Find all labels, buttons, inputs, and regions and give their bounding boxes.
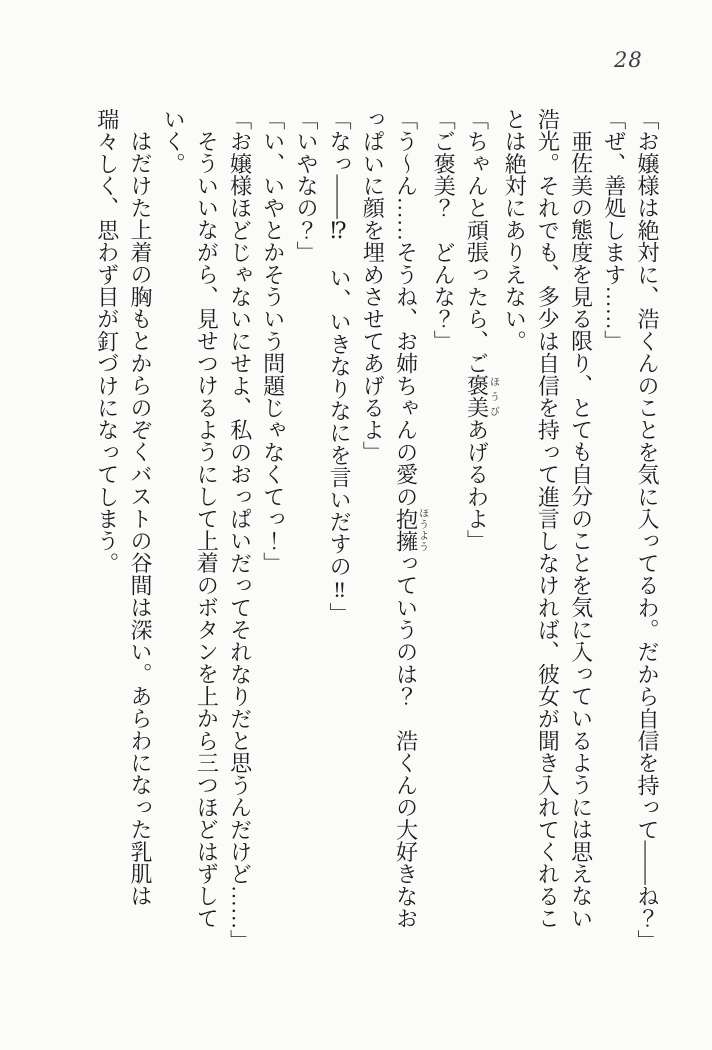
ruby-annotated-word: 褒美ほうび bbox=[464, 374, 499, 419]
paragraph-dialogue: 「お嬢様ほどじゃないにせよ、私のおっぱいだってそれなりだと思うんだけど……」 bbox=[227, 108, 253, 952]
paragraph-dialogue: 「ご褒美？ どんな？」 bbox=[431, 108, 457, 353]
paragraph-dialogue: 「ぜ、善処します……」 bbox=[601, 108, 627, 353]
novel-text-block bbox=[94, 108, 664, 952]
paragraph-narration: はだけた上着の胸もとからのぞくバストの谷間は深い。あらわになった乳肌は瑞々しく、思わず目が釘づけになってしまう。 bbox=[94, 108, 153, 907]
furigana: ほうよう bbox=[416, 507, 428, 553]
furigana: ほうび bbox=[487, 374, 499, 419]
page-number: 28 bbox=[614, 48, 643, 72]
paragraph-dialogue: 「なっ――⁉ い、いきなりなにを言いだすの‼」 bbox=[327, 108, 353, 625]
paragraph-dialogue: 「い、いやとかそういう問題じゃなくてっ！」 bbox=[260, 108, 286, 575]
paragraph-narration: そういいながら、見せつけるようにして上着のボタンを上から三つほどはずしていく。 bbox=[161, 108, 220, 930]
paragraph-dialogue: 「いやなの？」 bbox=[293, 108, 319, 264]
paragraph-dialogue: 「う〜ん……そうね、お姉ちゃんの愛の抱擁ほうようっていうのは？ 浩くんの大好きなおっぱいに顔を埋めさせてあげるよ」 bbox=[360, 108, 428, 930]
paragraph-dialogue: 「お嬢様は絶対に、浩くんのことを気に入ってるわ。だから自信を持って――ね？」 bbox=[635, 108, 660, 952]
paragraph-narration: 亜佐美の態度を見る限り、とても自分のことを気に入っているようには思えない浩光。それでも、多少は自信を持って進言しなければ、彼女が聞き入れてくれることは絶対にありえない。 bbox=[502, 108, 594, 930]
paragraph-dialogue: 「ちゃんと頑張ったら、ご褒美ほうびあげるわよ」 bbox=[464, 108, 499, 553]
ruby-annotated-word: 抱擁ほうよう bbox=[393, 507, 428, 553]
